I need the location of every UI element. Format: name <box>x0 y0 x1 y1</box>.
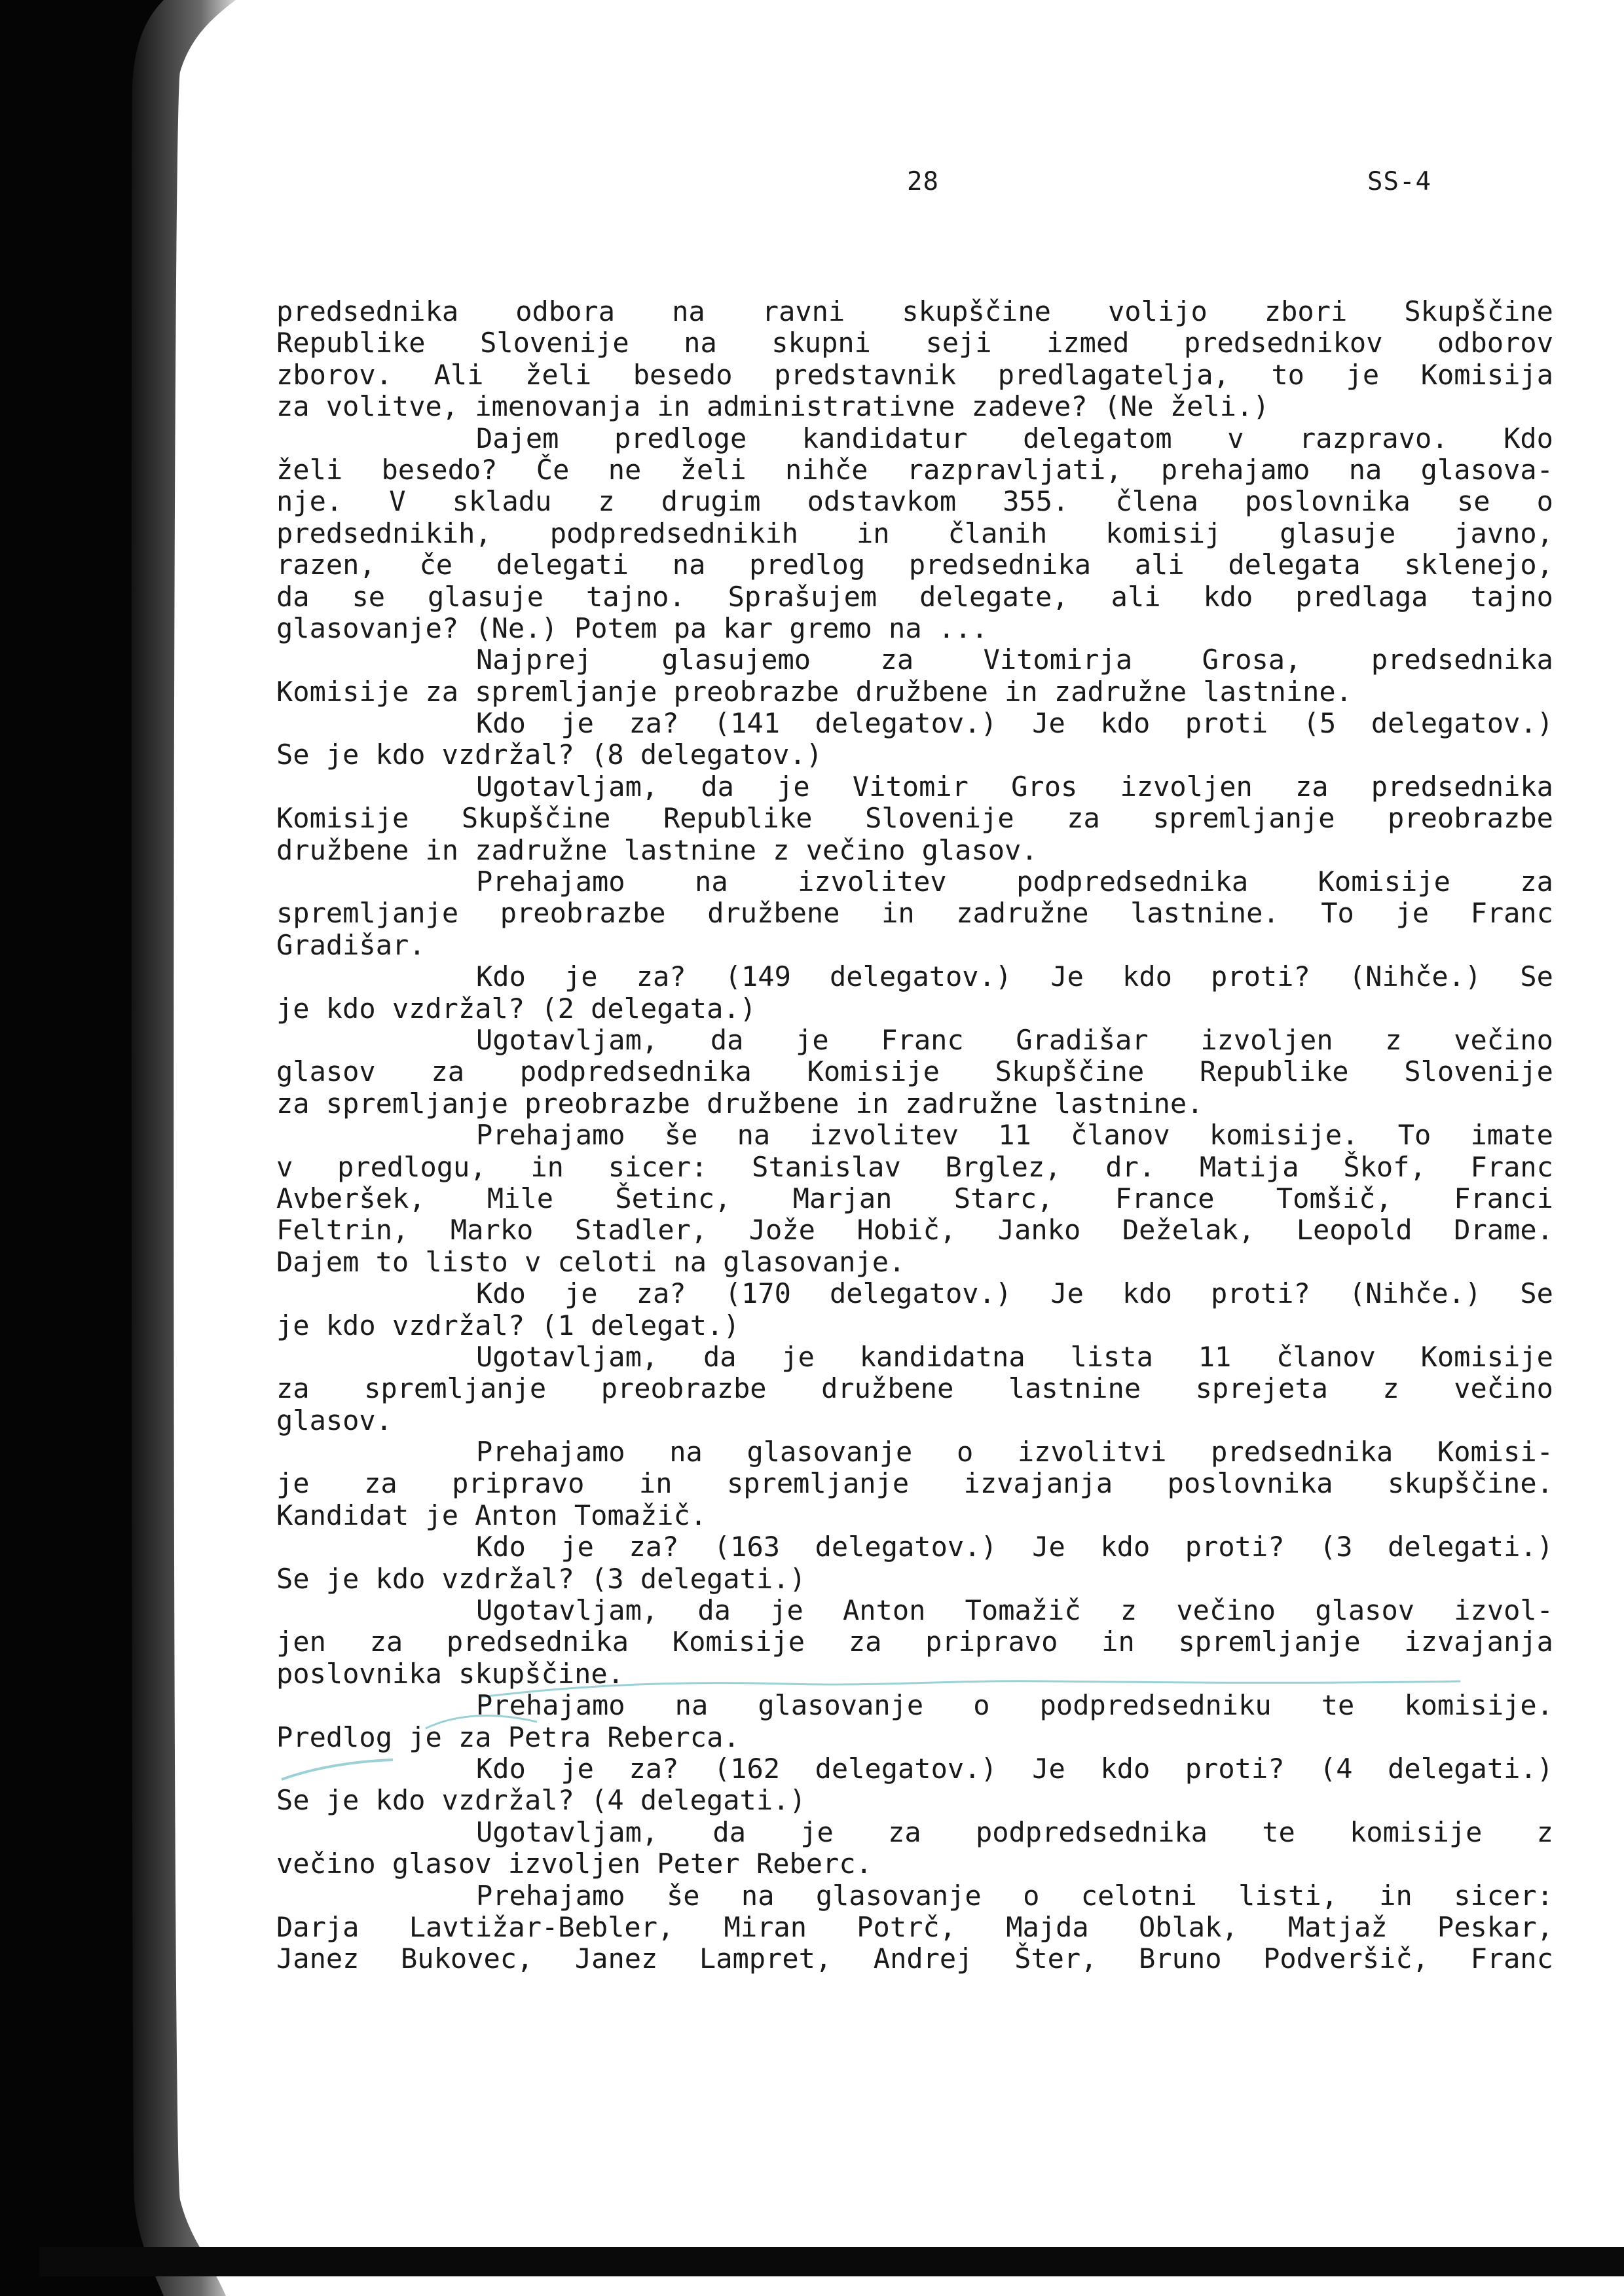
text-line: večino glasov izvoljen Peter Reberc. <box>276 1848 872 1880</box>
text-line: Prehajamo še na izvolitev 11 članov komisije. To imate <box>476 1119 1553 1152</box>
text-line: za spremljanje preobrazbe družbene in zadružne lastnine. <box>276 1087 1204 1120</box>
document-code: SS-4 <box>1367 167 1431 196</box>
text-line: Feltrin, Marko Stadler, Jože Hobič, Janko Deželak, Leopold Drame. <box>276 1214 1553 1247</box>
text-line: Kdo je za? (163 delegatov.) Je kdo proti? (3 delegati.) <box>476 1531 1553 1563</box>
text-line: je kdo vzdržal? (1 delegat.) <box>276 1309 740 1341</box>
text-line: Ugotavljam, da je kandidatna lista 11 članov Komisije <box>476 1340 1553 1373</box>
text-line: Dajem to listo v celoti na glasovanje. <box>276 1245 906 1278</box>
text-line: predsednikih, podpredsednikih in članih komisij glasuje javno, <box>276 517 1553 549</box>
text-line: spremljanje preobrazbe družbene in zadružne lastnine. To je Franc <box>276 897 1553 930</box>
text-line: poslovnika skupščine. <box>276 1657 624 1690</box>
text-line: Predlog je za Petra Reberca. <box>276 1721 740 1753</box>
text-line: je za pripravo in spremljanje izvajanja poslovnika skupščine. <box>276 1467 1553 1500</box>
text-line: Ugotavljam, da je Vitomir Gros izvoljen za predsednika <box>476 770 1553 803</box>
text-line: razen, če delegati na predlog predsednika ali delegata sklenejo, <box>276 549 1553 581</box>
text-line: Janez Bukovec, Janez Lampret, Andrej Šter, Bruno Podveršič, Franc <box>276 1942 1553 1975</box>
text-line: Se je kdo vzdržal? (4 delegati.) <box>276 1784 806 1817</box>
text-line: Komisije za spremljanje preobrazbe družbene in zadružne lastnine. <box>276 675 1352 708</box>
text-line: Gradišar. <box>276 928 426 961</box>
text-line: Se je kdo vzdržal? (3 delegati.) <box>276 1562 806 1595</box>
text-line: da se glasuje tajno. Sprašujem delegate, ali kdo predlaga tajno <box>276 580 1553 613</box>
text-line: za volitve, imenovanja in administrativne zadeve? (Ne želi.) <box>276 390 1270 423</box>
page-number: 28 <box>907 167 939 196</box>
text-line: Prehajamo na glasovanje o izvolitvi predsednika Komisi- <box>476 1436 1553 1468</box>
text-line: Prehajamo na izvolitev podpredsednika Komisije za <box>476 866 1553 898</box>
text-line: Kandidat je Anton Tomažič. <box>276 1499 707 1531</box>
text-line: je kdo vzdržal? (2 delegata.) <box>276 992 756 1025</box>
text-line: Kdo je za? (170 delegatov.) Je kdo proti? (Nihče.) Se <box>476 1277 1553 1310</box>
text-line: Avberšek, Mile Šetinc, Marjan Starc, France Tomšič, Franci <box>276 1182 1553 1214</box>
text-line: Ugotavljam, da je Anton Tomažič z večino glasov izvol- <box>476 1594 1553 1627</box>
body-text <box>276 296 1553 1975</box>
text-line: nje. V skladu z drugim odstavkom 355. člena poslovnika se o <box>276 485 1553 518</box>
text-line: Prehajamo na glasovanje o podpredsedniku te komisije. <box>476 1689 1553 1722</box>
text-line: zborov. Ali želi besedo predstavnik predlagatelja, to je Komisija <box>276 358 1553 391</box>
text-line: Kdo je za? (149 delegatov.) Je kdo proti? (Nihče.) Se <box>476 960 1553 993</box>
text-line: Se je kdo vzdržal? (8 delegatov.) <box>276 738 822 771</box>
text-line: Prehajamo še na glasovanje o celotni listi, in sicer: <box>476 1879 1553 1912</box>
text-line: želi besedo? Če ne želi nihče razpravljati, prehajamo na glasova- <box>276 453 1553 486</box>
text-line: družbene in zadružne lastnine z večino glasov. <box>276 833 1038 866</box>
text-line: Kdo je za? (162 delegatov.) Je kdo proti? (4 delegati.) <box>476 1752 1553 1785</box>
text-line: Darja Lavtižar-Bebler, Miran Potrč, Majda Oblak, Matjaž Peskar, <box>276 1910 1553 1943</box>
text-line: jen za predsednika Komisije za pripravo in spremljanje izvajanja <box>276 1626 1553 1658</box>
text-line: Ugotavljam, da je za podpredsednika te komisije z <box>476 1815 1553 1848</box>
text-line: glasov za podpredsednika Komisije Skupščine Republike Slovenije <box>276 1055 1553 1088</box>
text-line: v predlogu, in sicer: Stanislav Brglez, dr. Matija Škof, Franc <box>276 1150 1553 1183</box>
text-line: Ugotavljam, da je Franc Gradišar izvoljen z večino <box>476 1023 1553 1056</box>
text-line: Komisije Skupščine Republike Slovenije za spremljanje preobrazbe <box>276 802 1553 835</box>
text-line: Najprej glasujemo za Vitomirja Grosa, predsednika <box>476 644 1553 676</box>
text-line: za spremljanje preobrazbe družbene lastnine sprejeta z večino <box>276 1372 1553 1405</box>
text-line: Republike Slovenije na skupni seji izmed predsednikov odborov <box>276 327 1553 359</box>
text-line: Dajem predloge kandidatur delegatom v razpravo. Kdo <box>476 422 1553 454</box>
text-line: glasovanje? (Ne.) Potem pa kar gremo na ... <box>276 611 988 644</box>
text-line: predsednika odbora na ravni skupščine volijo zbori Skupščine <box>276 295 1553 327</box>
text-line: Kdo je za? (141 delegatov.) Je kdo proti (5 delegatov.) <box>476 707 1553 740</box>
text-line: glasov. <box>276 1404 393 1436</box>
